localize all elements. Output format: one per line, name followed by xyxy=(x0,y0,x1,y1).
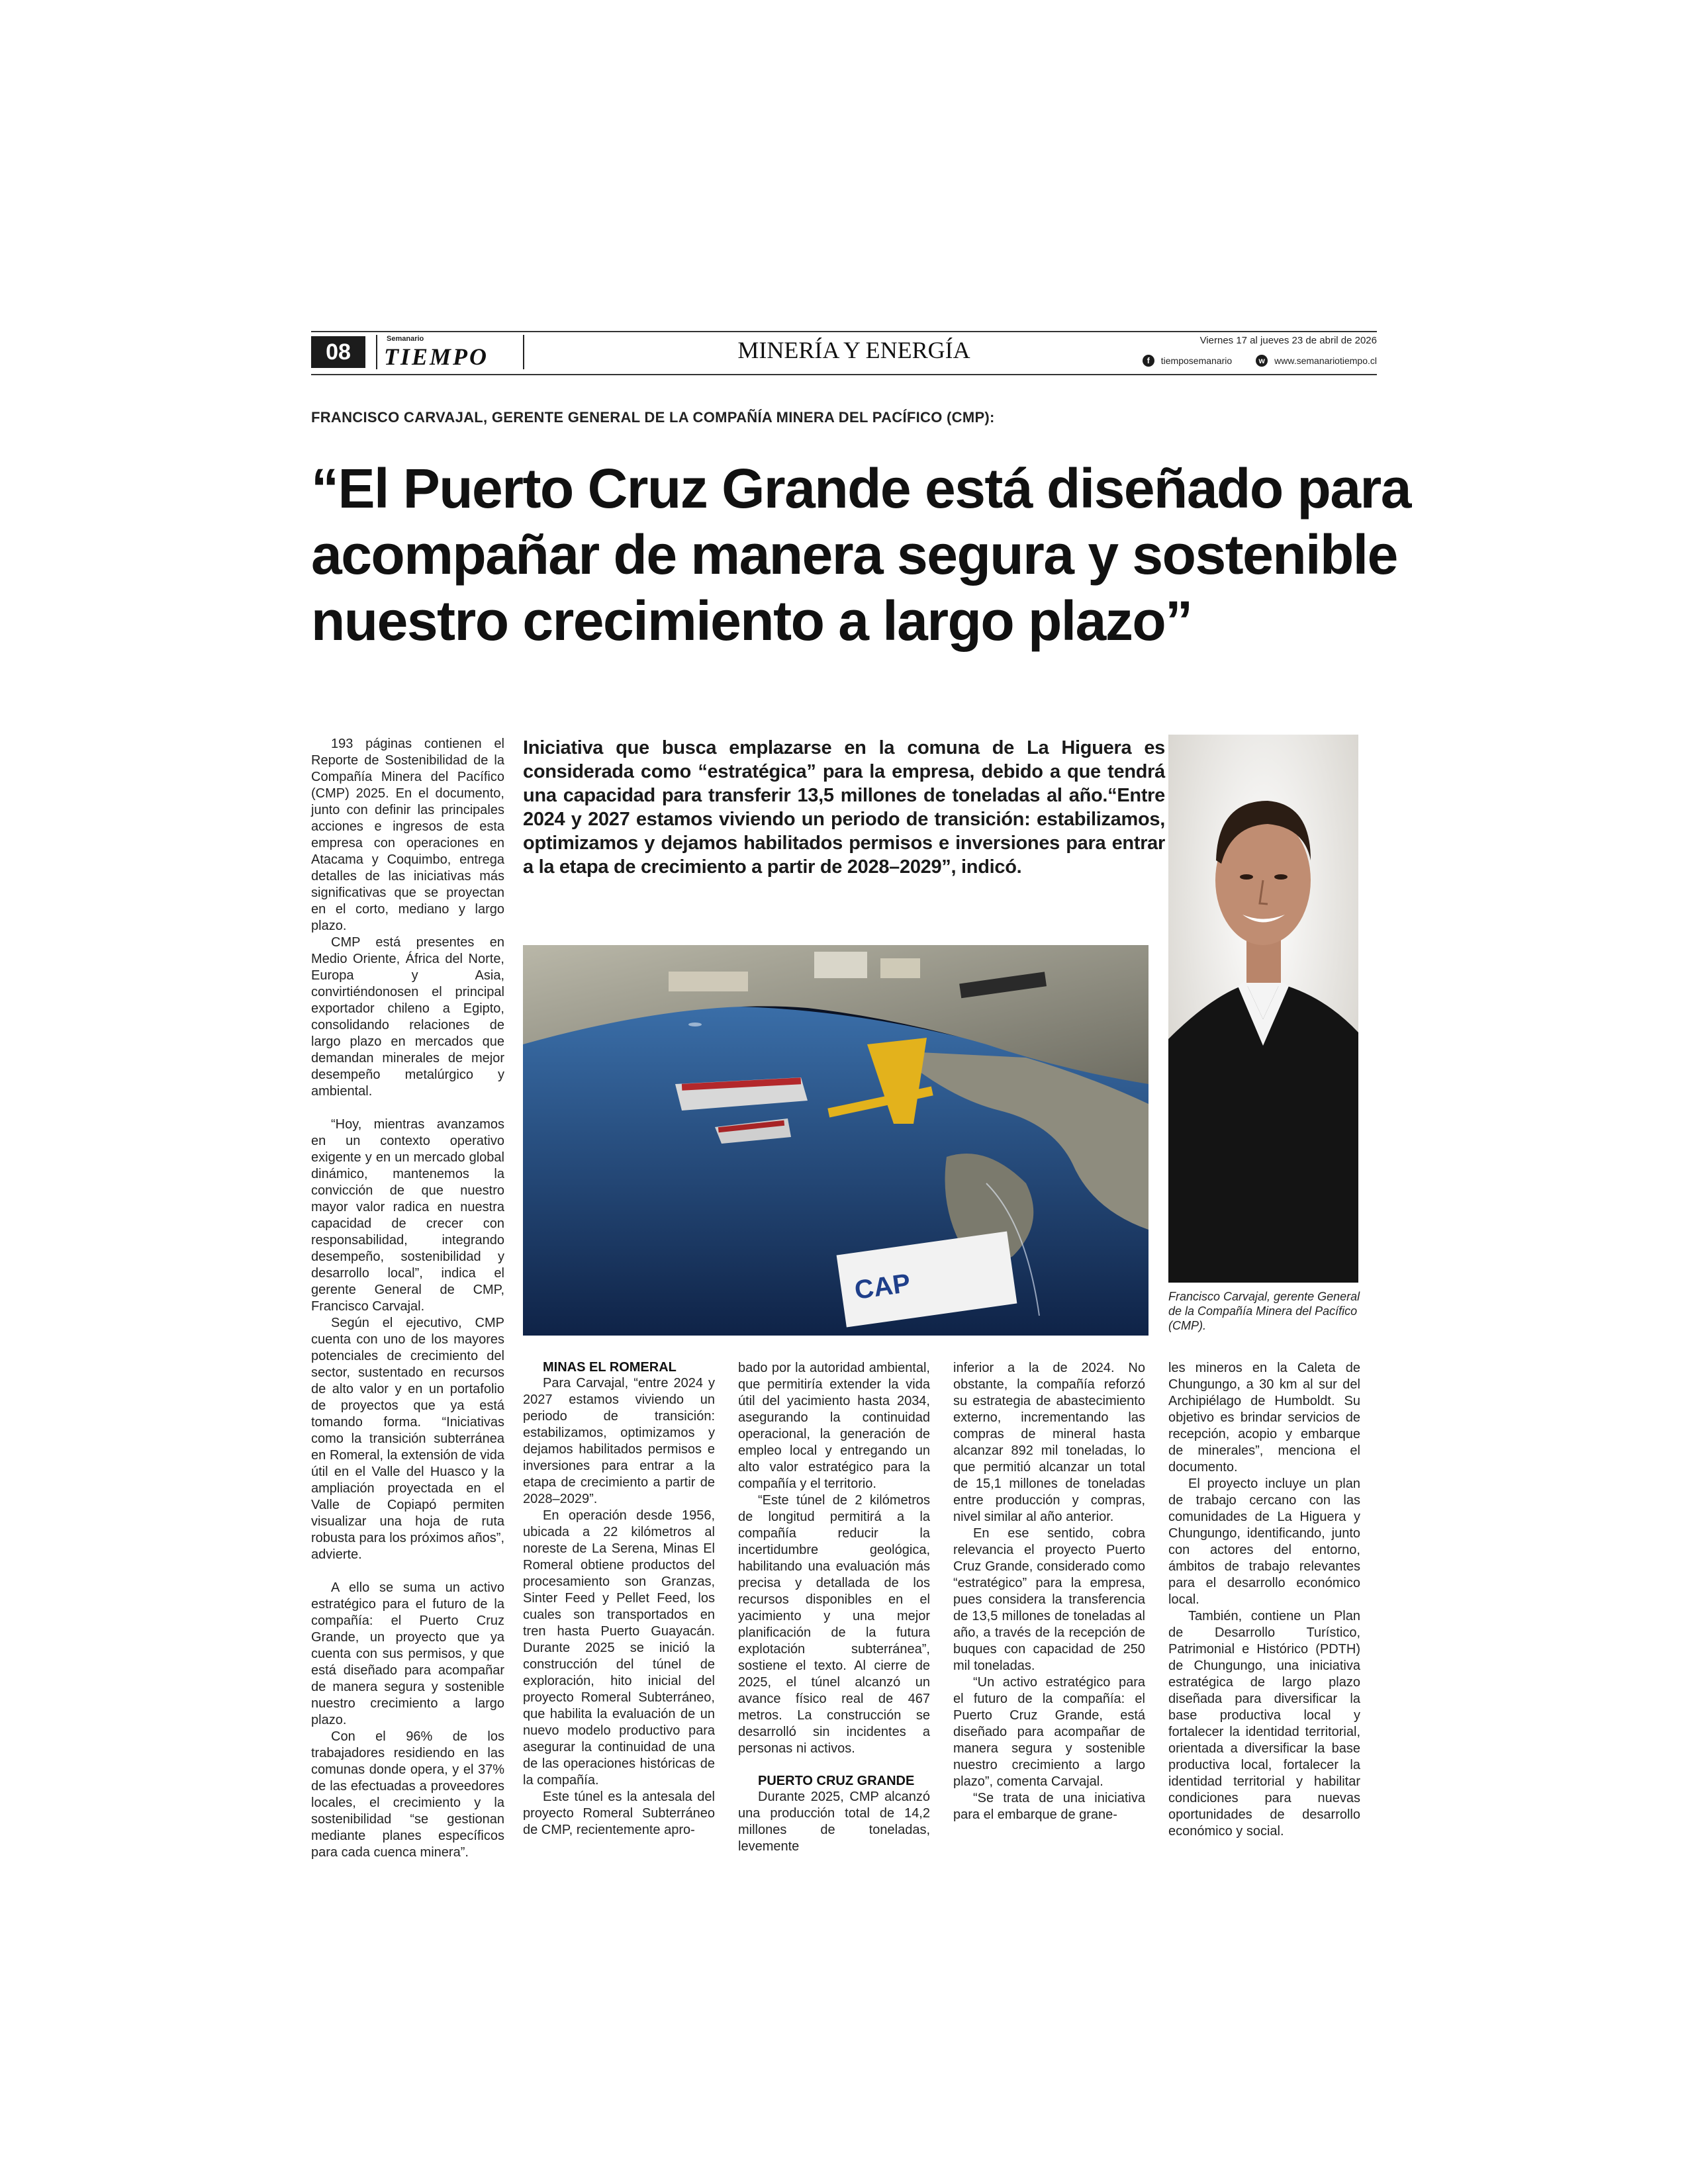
body-column-4 xyxy=(953,1360,1145,1823)
paragraph: 193 páginas contienen el Reporte de Sostenibilidad de la Compañía Minera del Pacífico (CMP) 2025. En el documento, junto con definir las principales acciones e ingresos de esta empresa con operaciones en Atacama y Coquimbo, entrega detalles de las iniciativas más significativas que se proyectan en el corto, mediano y largo plazo. xyxy=(311,737,504,933)
masthead-divider-right xyxy=(523,335,524,369)
issue-date: Viernes 17 al jueves 23 de abril de 2026 xyxy=(1199,335,1377,346)
paragraph: Para Carvajal, “entre 2024 y 2027 estamos viviendo un periodo de transición: estabilizamos, optimizamos y dejamos habilitados permisos e inversiones para entrar a la etapa de crecimiento a partir de 2028–2029”. xyxy=(523,1376,715,1506)
portrait-photo xyxy=(1168,735,1358,1283)
masthead-logo xyxy=(377,335,523,369)
paragraph: inferior a la de 2024. No obstante, la compañía reforzó su estrategia de abastecimiento externo, incrementando las compras de mineral hasta alcanzar 892 mil toneladas, lo que permitió alcanzar un total de 15,1 millones de toneladas entre producción y compras, nivel similar al año anterior. xyxy=(953,1361,1145,1524)
paragraph: Este túnel es la antesala del proyecto Romeral Subterráneo de CMP, recientemente apro- xyxy=(523,1790,715,1837)
paragraph: “Hoy, mientras avanzamos en un contexto operativo exigente y en un mercado global dinámico, mantenemos la convicción de que nuestro mayor valor radica en nuestra capacidad de crecer con responsabilidad, integrando desempeño, sostenibilidad y desarrollo local”, indica el gerente General de CMP, Francisco Carvajal. xyxy=(311,1117,504,1314)
article-kicker: FRANCISCO CARVAJAL, GERENTE GENERAL DE LA COMPAÑÍA MINERA DEL PACÍFICO (CMP): xyxy=(311,409,995,426)
subheading-puerto-cruz-grande: PUERTO CRUZ GRANDE xyxy=(758,1774,915,1788)
paragraph: A ello se suma un activo estratégico para el futuro de la compañía: el Puerto Cruz Grande, un proyecto que ya cuenta con sus permisos, y que está diseñado para acompañar de manera segura y sostenible nuestro crecimiento a largo plazo. xyxy=(311,1580,504,1727)
body-column-3 xyxy=(738,1360,930,1855)
photo-caption: Francisco Carvajal, gerente General de la Compañía Minera del Pacífico (CMP). xyxy=(1168,1290,1360,1332)
header-top-rule xyxy=(311,331,1377,332)
port-model-photo xyxy=(523,945,1149,1336)
facebook-icon: f xyxy=(1143,355,1154,367)
paragraph: Según el ejecutivo, CMP cuenta con uno de los mayores potenciales de crecimiento del sector, sustentado en recursos de alto valor y en un portafolio de proyectos que ya está tomando forma. “Iniciativas como la transición subterránea en Romeral, la extensión de vida útil en el Valle del Huasco y la ampliación proyectada en el Valle de Copiapó permiten visualizar una hoja de ruta robusta para los próximos años”, advierte. xyxy=(311,1316,504,1562)
social-links xyxy=(1112,355,1377,367)
paragraph: “Un activo estratégico para el futuro de la compañía: el Puerto Cruz Grande, está diseñado para acompañar de manera segura y sostenible nuestro crecimiento a largo plazo”, comenta Carvajal. xyxy=(953,1675,1145,1789)
portrait-illustration xyxy=(1168,735,1358,1283)
paragraph: bado por la autoridad ambiental, que permitiría extender la vida útil del yacimiento hasta 2034, asegurando la continuidad operacional, la generación de empleo local y entregando un alto valor estratégico para la compañía y el territorio. xyxy=(738,1361,930,1491)
section-title: MINERÍA Y ENERGÍA xyxy=(737,337,970,363)
web-icon: w xyxy=(1256,355,1268,367)
masthead-small: Semanario xyxy=(387,335,424,343)
port-model-illustration xyxy=(523,945,1149,1336)
headline-line: “El Puerto Cruz Grande está diseñado para xyxy=(311,457,1411,520)
masthead-name: TIEMPO xyxy=(384,343,489,370)
website-link[interactable]: www.semanariotiempo.cl xyxy=(1274,355,1377,366)
masthead-divider-left xyxy=(376,335,377,369)
paragraph: les mineros en la Caleta de Chungungo, a 30 km al sur del Archipiélago de Humboldt. Su objetivo es brindar servicios de recepción, acopio y embarque de minerales”, menciona el documento. xyxy=(1168,1361,1360,1475)
headline-line: acompañar de manera segura y sostenible xyxy=(311,523,1397,586)
paragraph: CMP está presentes en Medio Oriente, África del Norte, Europa y Asia, convirtiéndonosen el principal exportador chileno a Egipto, consolidando relaciones de largo plazo en mercados que demandan minerales de mejor desempeño metalúrgico y ambiental. xyxy=(311,935,504,1099)
paragraph: Con el 96% de los trabajadores residiendo en las comunas donde opera, y el 37% de las efectuadas a proveedores locales, el crecimiento y la sostenibilidad “se gestionan mediante planes específicos para cada cuenca minera”. xyxy=(311,1729,504,1860)
page-number: 08 xyxy=(311,336,365,368)
body-column-2 xyxy=(523,1360,715,1839)
paragraph: “Este túnel de 2 kilómetros de longitud permitirá a la compañía reducir la incertidumbre geológica, habilitando una evaluación más precisa y detallada de los recursos disponibles en el yacimiento y una mejor planificación de la futura explotación subterránea”, sostiene el texto. Al cierre de 2025, el túnel alcanzó un avance físico real de 467 metros. La construcción se desarrolló sin incidentes a personas ni activos. xyxy=(738,1493,930,1756)
paragraph: Durante 2025, CMP alcanzó una producción total de 14,2 millones de toneladas, levemente xyxy=(738,1790,930,1854)
paragraph: El proyecto incluye un plan de trabajo cercano con las comunidades de La Higuera y Chungungo, identificando, junto con actores del entorno, ámbitos de trabajo relevantes para el desarrollo económico local. xyxy=(1168,1477,1360,1607)
article-headline xyxy=(311,455,1411,654)
paragraph: En operación desde 1956, ubicada a 22 kilómetros al noreste de La Serena, Minas El Romeral obtiene productos del procesamiento son Granzas, Sinter Feed y Pellet Feed, los cuales son transportados en tren hasta Puerto Guayacán. Durante 2025 se inició la construcción del túnel de exploración, hito inicial del proyecto Romeral Subterráneo, que habilita la evaluación de un nuevo modelo productivo para asegurar la continuidad de una de las operaciones históricas de la compañía. xyxy=(523,1508,715,1788)
article-lead: Iniciativa que busca emplazarse en la comuna de La Higuera es considerada como “estratégica” para la empresa, debido a que tendrá una capacidad para transferir 13,5 millones de toneladas al año.“Entre 2024 y 2027 estamos viviendo un periodo de transición: estabilizamos, optimizamos y dejamos habilitados permisos e inversiones para entrar a la etapa de crecimiento a partir de 2028–2029”, indicó. xyxy=(523,737,1165,878)
header-rule xyxy=(311,374,1377,375)
body-column-1 xyxy=(311,736,504,1861)
paragraph: En ese sentido, cobra relevancia el proyecto Puerto Cruz Grande, considerado como “estratégico” para la empresa, pues considera la transferencia de 13,5 millones de toneladas al año, a través de la recepción de buques con capacidad de 250 mil toneladas. xyxy=(953,1526,1145,1673)
paragraph: “Se trata de una iniciativa para el embarque de grane- xyxy=(953,1791,1145,1822)
paragraph: También, contiene un Plan de Desarrollo Turístico, Patrimonial e Histórico (PDTH) de Chungungo, una iniciativa estratégica de largo plazo diseñada para diversificar la base productiva local y fortalecer la identidad territorial, orientada a diversificar la base productiva local, fortalecer la identidad territorial y habilitar condiciones para nuevas oportunidades de desarrollo económico y social. xyxy=(1168,1609,1360,1839)
body-column-5 xyxy=(1168,1360,1360,1840)
subheading-minas-el-romeral: MINAS EL ROMERAL xyxy=(543,1360,677,1375)
facebook-handle[interactable]: tiemposemanario xyxy=(1160,355,1233,366)
model-sign-text: CAP xyxy=(853,1268,913,1306)
headline-line: nuestro crecimiento a largo plazo” xyxy=(311,590,1192,652)
